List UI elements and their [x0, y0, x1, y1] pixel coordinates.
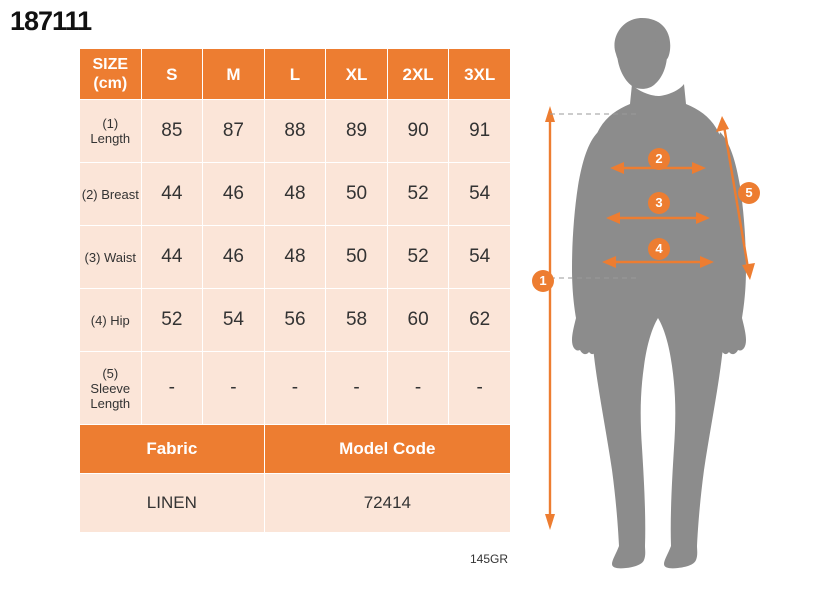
row-label-sleeve-line3: Length: [90, 395, 131, 411]
cell-waist-3xl: 54: [449, 226, 511, 289]
header-size-cm: [80, 49, 142, 100]
row-label-length-line1: (1): [102, 116, 119, 131]
table-row: [80, 100, 511, 163]
cell-sleeve-xl: -: [326, 352, 388, 425]
table-row: [80, 226, 511, 289]
table-row: [80, 289, 511, 352]
row-label-waist: (3) Waist: [80, 226, 142, 289]
cell-breast-3xl: 54: [449, 163, 511, 226]
cell-length-3xl: 91: [449, 100, 511, 163]
header-col-3xl: 3XL: [449, 49, 511, 100]
cell-waist-m: 46: [203, 226, 265, 289]
footer-header-model-code: Model Code: [264, 425, 510, 474]
header-col-s: S: [141, 49, 203, 100]
female-silhouette: [572, 18, 746, 568]
cell-hip-s: 52: [141, 289, 203, 352]
arrow-sleeve-head-top: [716, 116, 729, 132]
arrow-length-head-bottom: [545, 514, 555, 530]
row-label-sleeve-length: [80, 352, 142, 425]
cell-waist-l: 48: [264, 226, 326, 289]
table-footer-header-row: [80, 425, 511, 474]
header-col-m: M: [203, 49, 265, 100]
cell-breast-s: 44: [141, 163, 203, 226]
table-footer-values-row: [80, 474, 511, 533]
cell-length-xl: 89: [326, 100, 388, 163]
header-col-xl: XL: [326, 49, 388, 100]
size-table: [79, 48, 511, 533]
cell-hip-m: 54: [203, 289, 265, 352]
row-label-length: [80, 100, 142, 163]
cell-hip-2xl: 60: [387, 289, 449, 352]
badge-4-hip: 4: [648, 238, 670, 260]
cell-hip-3xl: 62: [449, 289, 511, 352]
cell-waist-2xl: 52: [387, 226, 449, 289]
cell-sleeve-3xl: -: [449, 352, 511, 425]
cell-hip-l: 56: [264, 289, 326, 352]
badge-3-waist: 3: [648, 192, 670, 214]
product-code: 187111: [10, 6, 92, 36]
badge-2-breast: 2: [648, 148, 670, 170]
badge-1-length: 1: [532, 270, 554, 292]
cell-sleeve-s: -: [141, 352, 203, 425]
cell-breast-2xl: 52: [387, 163, 449, 226]
cell-length-m: 87: [203, 100, 265, 163]
cell-hip-xl: 58: [326, 289, 388, 352]
badge-5-sleeve-length: 5: [738, 182, 760, 204]
measurement-figure: [520, 10, 830, 570]
cell-sleeve-m: -: [203, 352, 265, 425]
cell-length-l: 88: [264, 100, 326, 163]
cell-length-2xl: 90: [387, 100, 449, 163]
row-label-sleeve-line1: (5): [102, 365, 119, 381]
row-label-sleeve-line2: Sleeve: [90, 380, 131, 396]
table-row: [80, 163, 511, 226]
fabric-weight-note: 145GR: [470, 552, 509, 566]
header-col-l: L: [264, 49, 326, 100]
row-label-length-line2: Length: [90, 131, 131, 146]
cell-length-s: 85: [141, 100, 203, 163]
header-col-2xl: 2XL: [387, 49, 449, 100]
header-size-line1: SIZE: [92, 56, 129, 73]
table-row: [80, 352, 511, 425]
footer-value-fabric: LINEN: [80, 474, 265, 533]
footer-header-fabric: Fabric: [80, 425, 265, 474]
cell-sleeve-l: -: [264, 352, 326, 425]
cell-waist-xl: 50: [326, 226, 388, 289]
row-label-breast: (2) Breast: [80, 163, 142, 226]
table-header-row: [80, 49, 511, 100]
cell-waist-s: 44: [141, 226, 203, 289]
header-size-line2: (cm): [93, 75, 128, 92]
female-figure-svg: [520, 10, 830, 570]
cell-sleeve-2xl: -: [387, 352, 449, 425]
footer-value-model-code: 72414: [264, 474, 510, 533]
cell-breast-xl: 50: [326, 163, 388, 226]
cell-breast-l: 48: [264, 163, 326, 226]
row-label-hip: (4) Hip: [80, 289, 142, 352]
cell-breast-m: 46: [203, 163, 265, 226]
